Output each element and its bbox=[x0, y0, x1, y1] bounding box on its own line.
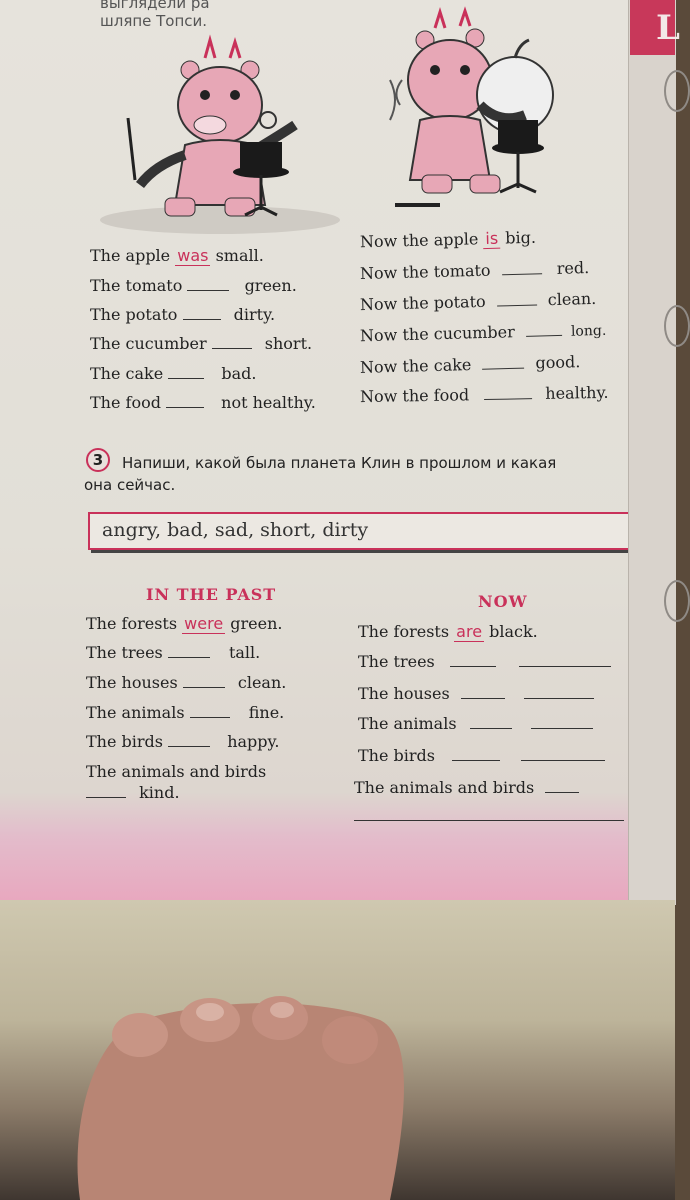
now-line-4 bbox=[358, 714, 593, 733]
sentence-end: good. bbox=[535, 352, 581, 373]
sentence-start: The potato bbox=[90, 305, 178, 324]
sentence-start: The apple bbox=[90, 246, 171, 265]
sentence-start: The cucumber bbox=[90, 334, 207, 353]
binder-ring-icon bbox=[664, 70, 690, 112]
sentence-start: The food bbox=[90, 393, 161, 412]
task-instruction-line-1: Напиши, какой была планета Клин в прошлом и какая bbox=[122, 454, 557, 472]
sentence-start: Now the cake bbox=[359, 354, 472, 377]
now-sentence-2 bbox=[360, 258, 590, 283]
in-the-past-heading: IN THE PAST bbox=[146, 585, 277, 604]
now-line-2 bbox=[358, 652, 611, 671]
answer-blank[interactable] bbox=[190, 705, 230, 718]
answer-blank[interactable] bbox=[452, 748, 500, 761]
sentence-end: bad. bbox=[221, 364, 257, 383]
filled-answer: were bbox=[184, 614, 224, 633]
sentence-start: The animals bbox=[86, 703, 185, 722]
answer-blank[interactable] bbox=[484, 386, 532, 400]
past-line-4 bbox=[86, 703, 284, 722]
sentence-end: happy. bbox=[227, 732, 280, 751]
foot-photo bbox=[60, 980, 420, 1200]
sentence-start: The animals and birds bbox=[354, 778, 535, 797]
sentence-start: Now the food bbox=[359, 385, 470, 407]
sentence-start: Now the apple bbox=[359, 229, 479, 252]
sentence-end: short. bbox=[264, 334, 313, 353]
task-instruction bbox=[84, 452, 556, 496]
sentence-end: small. bbox=[215, 246, 264, 265]
answer-blank[interactable] bbox=[212, 336, 252, 349]
answer-blank[interactable] bbox=[519, 654, 611, 667]
now-sentence-1 bbox=[360, 228, 536, 252]
sentence-start: The forests bbox=[86, 614, 178, 633]
now-sentence-4 bbox=[360, 320, 607, 345]
past-line-3 bbox=[86, 673, 286, 692]
now-sentence-3 bbox=[360, 289, 597, 314]
answer-blank[interactable] bbox=[526, 323, 562, 337]
answer-blank[interactable] bbox=[183, 675, 225, 688]
sentence-end: long. bbox=[570, 322, 607, 340]
filled-answer: are bbox=[456, 622, 483, 641]
task-instruction-line-2: она сейчас. bbox=[84, 476, 176, 494]
answer-blank[interactable] bbox=[354, 808, 624, 821]
sentence-end: healthy. bbox=[545, 382, 609, 403]
sentence-start: Now the potato bbox=[359, 291, 486, 315]
filled-answer: was bbox=[177, 246, 209, 265]
sentence-end: big. bbox=[505, 227, 537, 248]
past-line-2 bbox=[86, 643, 260, 662]
binder-ring-icon bbox=[664, 580, 690, 622]
top-text bbox=[100, 0, 210, 30]
sentence-end: clean. bbox=[547, 288, 597, 310]
past-sentence-5 bbox=[90, 364, 257, 383]
now-line-5 bbox=[358, 746, 605, 765]
answer-blank[interactable] bbox=[531, 716, 593, 729]
sentence-start: The cake bbox=[90, 364, 164, 383]
task-number-badge: 3 bbox=[86, 448, 110, 472]
answer-blank[interactable] bbox=[86, 785, 126, 798]
filled-answer: is bbox=[483, 229, 500, 249]
sentence-end: kind. bbox=[139, 783, 180, 802]
past-line-1 bbox=[86, 614, 282, 633]
sentence-end: dirty. bbox=[233, 305, 276, 324]
answer-blank[interactable] bbox=[497, 292, 537, 306]
sentence-end: black. bbox=[489, 622, 538, 641]
sentence-start: The trees bbox=[358, 652, 435, 671]
sentence-end: green. bbox=[230, 614, 283, 633]
answer-blank[interactable] bbox=[545, 780, 579, 793]
answer-blank[interactable] bbox=[168, 734, 210, 747]
bear-apple-illustration bbox=[380, 10, 600, 220]
next-page-edge bbox=[628, 0, 676, 905]
sentence-end: green. bbox=[244, 276, 297, 295]
top-line-2: шляпе Топси. bbox=[100, 12, 208, 30]
now-line-1 bbox=[358, 622, 538, 641]
answer-blank[interactable] bbox=[183, 307, 221, 320]
answer-blank[interactable] bbox=[524, 686, 594, 699]
sentence-start: Now the cucumber bbox=[359, 322, 516, 346]
now-line-6-cont bbox=[354, 806, 624, 825]
past-sentence-4 bbox=[90, 334, 312, 353]
sentence-end: red. bbox=[556, 258, 590, 278]
answer-blank[interactable] bbox=[168, 366, 204, 379]
answer-blank[interactable] bbox=[168, 645, 210, 658]
now-sentence-6 bbox=[360, 383, 609, 406]
sentence-start: The houses bbox=[86, 673, 178, 692]
sentence-end: not healthy. bbox=[221, 393, 316, 412]
sentence-start: The birds bbox=[358, 746, 435, 765]
lesson-tab: L bbox=[630, 0, 675, 55]
past-sentence-1 bbox=[90, 246, 264, 265]
past-sentence-2 bbox=[90, 276, 297, 295]
past-sentence-6 bbox=[90, 393, 316, 412]
sentence-start: Now the tomato bbox=[359, 260, 491, 283]
sentence-end: clean. bbox=[237, 673, 287, 692]
sentence-start: The houses bbox=[358, 684, 450, 703]
now-sentence-5 bbox=[360, 352, 581, 377]
answer-blank[interactable] bbox=[521, 748, 605, 761]
past-line-6-cont bbox=[86, 783, 180, 802]
binder-ring-icon bbox=[664, 305, 690, 347]
sentence-end: tall. bbox=[228, 643, 261, 662]
sentence-start: The animals and birds bbox=[86, 762, 267, 781]
answer-blank[interactable] bbox=[450, 654, 496, 667]
now-heading: NOW bbox=[478, 592, 528, 611]
answer-blank[interactable] bbox=[461, 686, 505, 699]
answer-blank[interactable] bbox=[187, 278, 229, 291]
answer-blank[interactable] bbox=[166, 395, 204, 408]
sentence-start: The tomato bbox=[90, 276, 183, 295]
bear-magician-illustration bbox=[90, 30, 340, 230]
past-line-5 bbox=[86, 732, 280, 751]
sentence-start: The forests bbox=[358, 622, 450, 641]
sentence-start: The animals bbox=[358, 714, 457, 733]
past-line-6 bbox=[86, 762, 266, 781]
sentence-start: The birds bbox=[86, 732, 163, 751]
past-sentence-3 bbox=[90, 305, 275, 324]
top-line-1: выглядели ра bbox=[100, 0, 210, 12]
answer-blank[interactable] bbox=[501, 261, 541, 275]
sentence-start: The trees bbox=[86, 643, 163, 662]
word-bank-box: angry, bad, sad, short, dirty bbox=[88, 512, 634, 550]
now-line-3 bbox=[358, 684, 594, 703]
now-line-6 bbox=[354, 778, 579, 797]
answer-blank[interactable] bbox=[482, 356, 524, 370]
sentence-end: fine. bbox=[248, 703, 285, 722]
answer-blank[interactable] bbox=[470, 716, 512, 729]
